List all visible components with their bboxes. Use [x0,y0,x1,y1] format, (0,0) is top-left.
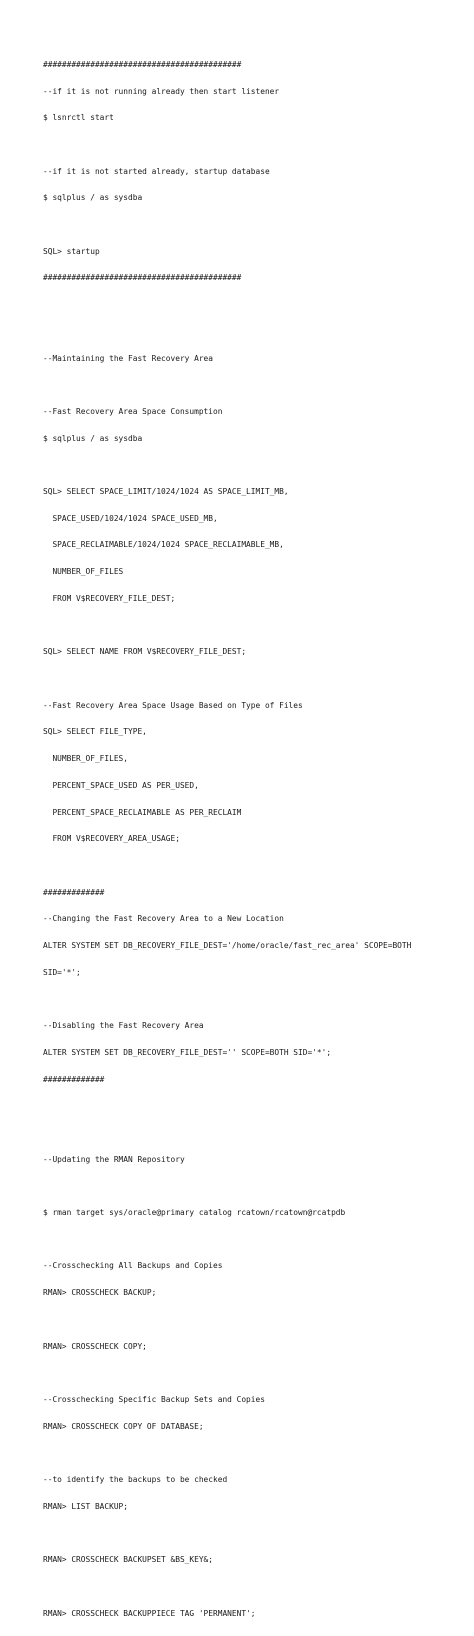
rman-line: RMAN> LIST BACKUP; [43,1501,129,1511]
sql-line: FROM V$RECOVERY_FILE_DEST; [43,593,176,603]
comment-line: --to identify the backups to be checked [43,1475,228,1485]
blank-line [43,381,463,390]
blank-line [43,328,463,337]
separator-line: ########################################## [43,273,242,283]
blank-line [43,1129,463,1138]
blank-line [43,1236,463,1245]
command-line: $ rman target sys/oracle@primary catalog rcatown/rcatown@rcatpdb [43,1208,346,1218]
sql-line: SPACE_USED/1024/1024 SPACE_USED_MB, [43,513,218,523]
comment-line: --Crosschecking Specific Backup Sets and Copies [43,1394,265,1404]
blank-line [43,1449,463,1458]
blank-line [43,1583,463,1592]
rman-line: RMAN> CROSSCHECK BACKUP; [43,1288,157,1298]
comment-line: --if it is not started already, startup database [43,166,270,176]
blank-line [43,1102,463,1111]
sql-line: PERCENT_SPACE_RECLAIMABLE AS PER_RECLAIM [43,807,242,817]
rman-line: RMAN> CROSSCHECK BACKUPSET &BS_KEY&; [43,1555,214,1565]
blank-line [43,1182,463,1191]
blank-line [43,862,463,871]
section-heading: --Maintaining the Fast Recovery Area [43,353,214,363]
sql-line: SQL> SELECT FILE_TYPE, [43,727,147,737]
command-line: SQL> startup [43,246,100,256]
sql-line: FROM V$RECOVERY_AREA_USAGE; [43,834,180,844]
blank-line [43,995,463,1004]
blank-line [43,141,463,150]
rman-line: RMAN> CROSSCHECK COPY OF DATABASE; [43,1421,204,1431]
command-line: $ lsnrctl start [43,113,114,123]
sql-line: SQL> SELECT NAME FROM V$RECOVERY_FILE_DEST; [43,647,247,657]
blank-line [43,461,463,470]
comment-line: --if it is not running already then start listener [43,86,280,96]
comment-line: --Crosschecking All Backups and Copies [43,1261,223,1271]
sql-line: ALTER SYSTEM SET DB_RECOVERY_FILE_DEST='' SCOPE=BOTH SID='*'; [43,1047,332,1057]
blank-line [43,301,463,310]
document-text [43,43,463,1636]
comment-line: --Fast Recovery Area Space Consumption [43,406,223,416]
separator-line: ########################################## [43,59,242,69]
sql-line: SQL> SELECT SPACE_LIMIT/1024/1024 AS SPACE_LIMIT_MB, [43,487,289,497]
sql-line: SPACE_RECLAIMABLE/1024/1024 SPACE_RECLAIMABLE_MB, [43,540,284,550]
sql-line: NUMBER_OF_FILES, [43,754,129,764]
comment-line: --Fast Recovery Area Space Usage Based on Type of Files [43,700,303,710]
separator-line: ############# [43,1074,105,1084]
blank-line [43,221,463,230]
sql-line: PERCENT_SPACE_USED AS PER_USED, [43,780,199,790]
blank-line [43,675,463,684]
blank-line [43,622,463,631]
sql-line: SID='*'; [43,967,81,977]
blank-line [43,1369,463,1378]
rman-line: RMAN> CROSSCHECK COPY; [43,1341,147,1351]
blank-line [43,1316,463,1325]
section-heading: --Updating the RMAN Repository [43,1154,185,1164]
separator-line: ############# [43,887,105,897]
sql-line: ALTER SYSTEM SET DB_RECOVERY_FILE_DEST='/home/oracle/fast_rec_area' SCOPE=BOTH [43,941,412,951]
command-line: $ sqlplus / as sysdba [43,433,143,443]
comment-line: --Changing the Fast Recovery Area to a New Location [43,914,284,924]
sql-line: NUMBER_OF_FILES [43,567,124,577]
comment-line: --Disabling the Fast Recovery Area [43,1021,204,1031]
command-line: $ sqlplus / as sysdba [43,193,143,203]
rman-line: RMAN> CROSSCHECK BACKUPPIECE TAG 'PERMANENT'; [43,1608,256,1618]
blank-line [43,1529,463,1538]
